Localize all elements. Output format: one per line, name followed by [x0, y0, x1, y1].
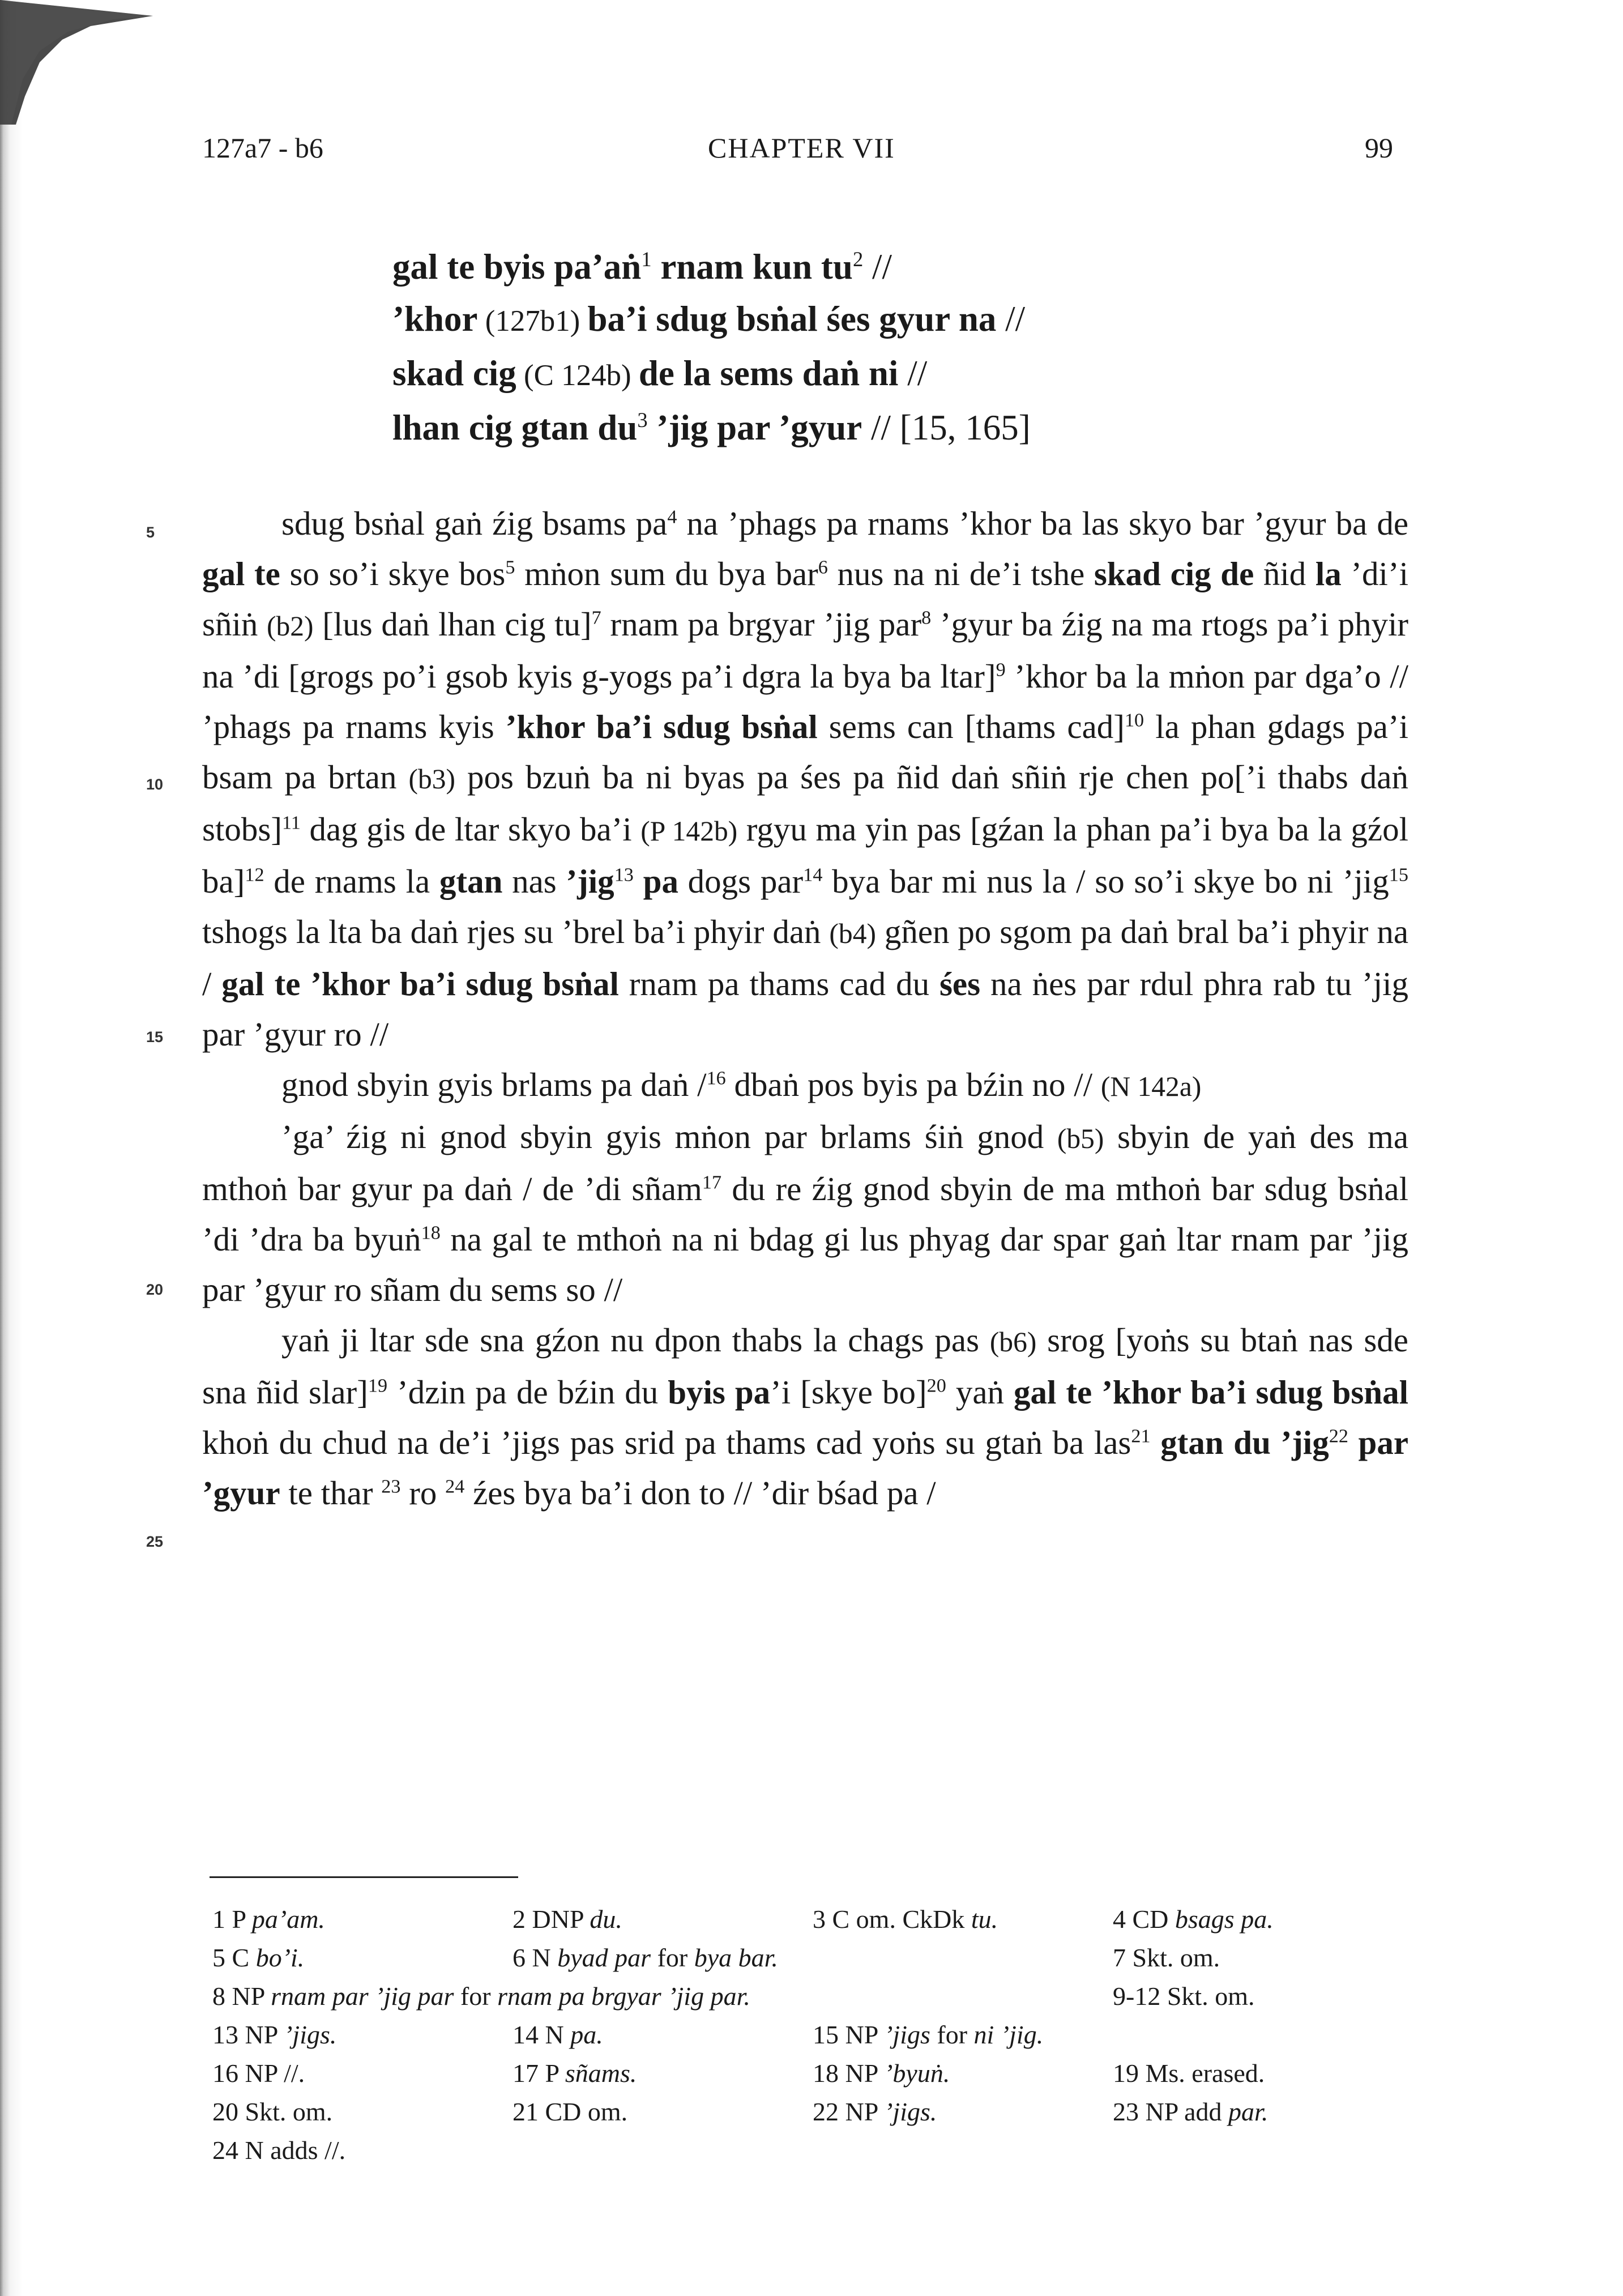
footnote-text: CD om. [545, 2097, 628, 2126]
text-run: rgyu ma yin pas [gźan la phan pa’i bya ba la gźol ba] [202, 810, 1408, 900]
folio-marker: (N 142a) [1100, 1071, 1202, 1102]
footnote-reading: pa’am. [251, 1905, 325, 1934]
footnote-number: 7 [1113, 1943, 1126, 1972]
verse-text-bold: lhan cig gtan du [392, 408, 638, 447]
paragraph-root-verse-quote [202, 1060, 1408, 1112]
text-run: ’di’i sñiṅ [202, 555, 1408, 643]
footnote [212, 2093, 332, 2131]
footnote [813, 2093, 937, 2131]
footnote-text: N adds //. [245, 2136, 346, 2165]
footnote-ref: 21 [1131, 1426, 1151, 1447]
text-run: na ’phags pa rnams ’khor ba las skyo bar ’gyur ba de [677, 505, 1409, 542]
verse-punct: // [15, 165] [862, 408, 1031, 447]
folio-marker: (b2) [267, 611, 314, 642]
footnote-reading: ’jigs [884, 2020, 930, 2049]
footnote-row [212, 1939, 1402, 1977]
footnote-text: NP //. [245, 2059, 305, 2088]
text-run: ’ga’ źig ni gnod sbyin gyis mṅon par brlams śiṅ gnod [281, 1118, 1057, 1155]
footnote-ref: 17 [702, 1172, 722, 1193]
footnote-number: 19 [1113, 2059, 1139, 2088]
footnote-ref: 12 [245, 864, 264, 886]
footnote [1113, 1900, 1274, 1939]
footnote-number: 22 [813, 2097, 839, 2126]
text-run: dag gis de ltar skyo ba’i [300, 810, 641, 848]
lemma-bold: byis pa [668, 1373, 771, 1411]
text-run: la phan gdags pa’i bsam pa brtan [202, 708, 1409, 796]
verse-text-bold: skad cig [392, 353, 516, 393]
footnote-number: 17 [512, 2059, 539, 2088]
paragraph-commentary-2 [202, 1112, 1408, 1315]
lemma-bold: gtan du ’jig [1160, 1424, 1329, 1461]
footnote-reading: sñams. [565, 2059, 637, 2088]
text-run: de rnams la [264, 863, 439, 900]
text-run: sbyin de yaṅ des ma mthoṅ bar gyur pa daṅ / de ’di sñam [202, 1118, 1409, 1207]
footnote-text: P [545, 2059, 565, 2088]
text-run: gñen po sgom pa daṅ bral ba’i phyir na / [202, 913, 1409, 1002]
footnote [512, 1939, 778, 1977]
footnote-reading: ’jigs. [284, 2020, 337, 2049]
footnote-ref: 23 [381, 1476, 401, 1497]
lemma-bold: ’jig [566, 863, 614, 900]
footnote-text: Ms. erased. [1145, 2059, 1265, 2088]
text-run: pos bzuṅ ba ni byas pa śes pa ñid daṅ sñiṅ rje chen po[’i thabs daṅ stobs] [202, 758, 1408, 848]
footnote-text: DNP [532, 1905, 590, 1934]
text-run: na ṅes par rdul phra rab tu ’jig par ’gyur ro // [202, 965, 1408, 1053]
verse-punct: // [863, 247, 892, 287]
footnote-row [212, 2054, 1402, 2093]
footnote-ref: 20 [926, 1375, 946, 1397]
footnote-reading: rnam pa brgyar ’jig par. [497, 1982, 750, 2011]
footnote-reading: bya bar. [694, 1943, 778, 1972]
text-run: [lus daṅ lhan cig tu] [313, 605, 592, 643]
line-number: 25 [146, 1533, 164, 1550]
folio-marker: (b4) [829, 918, 876, 949]
text-run: khoṅ du chud na de’i ’jigs pas srid pa thams cad yoṅs su gtaṅ ba las [202, 1424, 1131, 1461]
footnote [212, 1977, 750, 2016]
lemma-bold: par ’gyur [202, 1424, 1409, 1512]
text-run: źes bya ba’i don to // ’dir bśad pa / [464, 1474, 936, 1512]
text-run: du re źig gnod sbyin de ma mthoṅ bar sdug bsṅal ’di ’dra ba byuṅ [202, 1170, 1408, 1258]
footnote [1113, 1939, 1220, 1977]
body-text [202, 498, 1408, 1518]
footnote [512, 2054, 637, 2093]
text-run: ’i [skye bo] [770, 1373, 927, 1411]
scan-corner-artifact [0, 0, 170, 125]
lemma-bold: la [1315, 555, 1342, 592]
footnote-reading: ’byuṅ. [884, 2059, 950, 2088]
footnote-ref: 3 [637, 408, 648, 432]
text-run: gnod sbyin gyis brlams pa daṅ / [281, 1066, 707, 1103]
footnote-number: 20 [212, 2097, 238, 2126]
text-run: sdug bsṅal gaṅ źig bsams pa [281, 505, 668, 542]
footnote-number: 3 [813, 1905, 826, 1934]
footnote [1113, 2054, 1265, 2093]
footnote-text: CD [1132, 1905, 1175, 1934]
footnote-text: for [651, 1943, 694, 1972]
verse-text-bold: ’jig par ’gyur [647, 408, 862, 447]
footnote [212, 2016, 336, 2054]
footnote-ref: 8 [921, 607, 932, 629]
footnote-text: NP [845, 2097, 885, 2126]
text-run: ñid [1254, 555, 1316, 592]
footnote [813, 1900, 998, 1939]
text-run: ’dzin pa de bźin du [387, 1373, 668, 1411]
footnote-ref: 4 [667, 506, 677, 528]
footnote [212, 1939, 304, 1977]
footnote-reading: byad par [557, 1943, 651, 1972]
text-run: mṅon sum du bya bar [515, 555, 818, 592]
footnote-number: 1 [212, 1905, 225, 1934]
text-run: rnam pa brgyar ’jig par [601, 605, 922, 643]
line-number: 5 [146, 524, 155, 541]
footnote-text: NP [845, 2059, 885, 2088]
footnote-ref: 16 [706, 1068, 726, 1089]
footnote [512, 2093, 627, 2131]
footnote [813, 2016, 1043, 2054]
footnote-text: for [930, 2020, 974, 2049]
folio-marker: (127b1) [477, 305, 588, 338]
chapter-title: CHAPTER VII [708, 132, 895, 164]
footnote-number: 14 [512, 2020, 539, 2049]
paragraph-commentary-1 [202, 498, 1408, 1060]
page-number: 99 [1365, 132, 1393, 164]
footnote-text: Skt. om. [1132, 1943, 1220, 1972]
folio-marker: (b5) [1057, 1123, 1104, 1154]
folio-reference: 127a7 - b6 [202, 132, 323, 164]
footnote-text: Skt. om. [245, 2097, 333, 2126]
footnote-ref: 19 [368, 1375, 388, 1397]
footnote-ref: 13 [614, 864, 634, 886]
lemma-bold: gtan [439, 863, 503, 900]
footnote [1113, 1977, 1254, 2016]
verse-line [392, 402, 1468, 454]
text-run: nus na ni de’i tshe [827, 555, 1094, 592]
footnotes [212, 1900, 1402, 2170]
footnote-text: N [532, 1943, 558, 1972]
lemma-bold: gal te ’khor ba’i sdug bsṅal [221, 965, 619, 1002]
footnote-row [212, 2093, 1402, 2131]
verse-line [392, 347, 1468, 402]
footnote-number: 16 [212, 2059, 238, 2088]
footnote-number: 13 [212, 2020, 238, 2049]
footnote-reading: pa. [570, 2020, 603, 2049]
footnote [1113, 2093, 1268, 2131]
footnote-reading: par. [1228, 2097, 1268, 2126]
verse-block [392, 241, 1468, 454]
footnote [813, 2054, 950, 2093]
footnote-text: N [545, 2020, 571, 2049]
text-run: ’gyur ba źig na ma rtogs pa’i phyir na ’di [grogs po’i gsob kyis g-yogs pa’i dgra la bya ba ltar] [202, 605, 1408, 695]
footnote-number: 5 [212, 1943, 225, 1972]
scan-edge-shadow [0, 0, 34, 2296]
footnote-reading: bo’i. [255, 1943, 305, 1972]
footnote-text: P [232, 1905, 252, 1934]
text-run: bya bar mi nus la / so so’i skye bo ni ’jig [822, 863, 1389, 900]
footnote-reading: du. [590, 1905, 622, 1934]
verse-punct: // [898, 353, 928, 393]
verse-punct: // [996, 299, 1026, 339]
text-run: yaṅ [946, 1373, 1014, 1411]
lemma-bold: gal te ’khor ba’i sdug bsṅal [1014, 1373, 1409, 1411]
footnote-reading: ’jigs. [884, 2097, 937, 2126]
footnote-ref: 24 [445, 1476, 465, 1497]
text-run: rnam pa thams cad du [618, 965, 939, 1002]
verse-text-bold: ’khor [392, 299, 478, 339]
footnote-ref: 14 [803, 864, 823, 886]
verse-text-bold: rnam kun tu [651, 247, 853, 287]
verse-line [392, 293, 1468, 347]
footnote-text: NP [245, 2020, 284, 2049]
footnote-ref: 6 [818, 557, 828, 578]
footnote-reading: bsags pa. [1174, 1905, 1274, 1934]
text-run: ro [400, 1474, 446, 1512]
footnote-number: 24 [212, 2136, 238, 2165]
footnote-number: 4 [1113, 1905, 1126, 1934]
lemma-bold: śes [939, 965, 981, 1002]
footnote-text: C [232, 1943, 256, 1972]
running-head [0, 131, 1623, 177]
footnote-number: 15 [813, 2020, 839, 2049]
footnote [212, 1900, 325, 1939]
lemma-bold: pa [633, 863, 678, 900]
footnote [212, 2054, 305, 2093]
footnote-row [212, 1900, 1402, 1939]
text-run [1151, 1424, 1161, 1461]
footnote-number: 6 [512, 1943, 526, 1972]
text-run: dogs par [678, 863, 804, 900]
footnote-ref: 15 [1389, 864, 1409, 886]
footnote-row [212, 2016, 1402, 2054]
footnote-text: C om. CkDk [832, 1905, 971, 1934]
lemma-bold: ’khor ba’i sdug bsṅal [505, 708, 818, 745]
footnote-ref: 10 [1124, 710, 1144, 731]
footnote-ref: 7 [591, 607, 601, 629]
line-number: 10 [146, 776, 164, 793]
text-run: sems can [thams cad] [817, 708, 1125, 745]
text-run: ’khor ba la mṅon par dga’o // ’phags pa rnams kyis [202, 658, 1409, 745]
text-run: na gal te mthoṅ na ni bdag gi lus phyag dar spar gaṅ ltar rnam par ’jig par ’gyur ro sñam du sems so // [202, 1220, 1408, 1308]
footnote-ref: 5 [505, 557, 515, 578]
footnote-ref: 1 [641, 247, 652, 271]
footnote-number: 18 [813, 2059, 839, 2088]
paragraph-commentary-3 [202, 1315, 1408, 1518]
footnote [212, 2131, 345, 2170]
footnote-ref: 9 [996, 659, 1006, 681]
footnote-number: 23 [1113, 2097, 1139, 2126]
footnote-ref: 11 [281, 812, 301, 834]
text-run: nas [502, 863, 566, 900]
footnote-ref: 2 [852, 247, 864, 271]
footnote-row [212, 2131, 1402, 2170]
verse-text-bold: de la sems daṅ ni [638, 353, 899, 393]
footnote-reading: tu. [971, 1905, 998, 1934]
footnote-text: NP add [1145, 2097, 1229, 2126]
footnote-reading: rnam par ’jig par [271, 1982, 454, 2011]
line-number: 15 [146, 1028, 164, 1045]
line-number: 20 [146, 1281, 164, 1298]
folio-marker: (b6) [989, 1326, 1037, 1358]
footnote-number: 2 [512, 1905, 526, 1934]
folio-marker: (C 124b) [516, 359, 639, 392]
footnote [512, 1900, 622, 1939]
footnote-text: NP [845, 2020, 885, 2049]
footnote-ref: 22 [1329, 1426, 1348, 1447]
verse-text-bold: ba’i sdug bsṅal śes gyur na [587, 299, 997, 339]
footnote-text: Skt. om. [1167, 1982, 1255, 2011]
lemma-bold: gal te [202, 555, 280, 592]
footnote-text: for [454, 1982, 498, 2011]
footnote-number: 9-12 [1113, 1982, 1161, 2011]
verse-line [392, 241, 1468, 293]
lemma-bold: skad cig de [1094, 555, 1254, 592]
folio-marker: (b3) [408, 763, 456, 795]
footnote-number: 21 [512, 2097, 539, 2126]
text-run: yaṅ ji ltar sde sna gźon nu dpon thabs la chags pas [281, 1321, 990, 1359]
footnote-rule [210, 1876, 518, 1878]
footnote-text: NP [232, 1982, 271, 2011]
footnote [512, 2016, 603, 2054]
verse-text-bold: gal te byis pa’aṅ [392, 247, 642, 287]
footnote-reading: ni ’jig. [973, 2020, 1044, 2049]
footnote-row [212, 1977, 1402, 2016]
text-run: so so’i skye bos [280, 555, 506, 592]
text-run: dbaṅ pos byis pa bźin no // [725, 1066, 1101, 1103]
text-run: te thar [280, 1474, 382, 1512]
folio-marker: (P 142b) [640, 816, 738, 847]
text-run: tshogs la lta ba daṅ rjes su ’brel ba’i phyir daṅ [202, 913, 830, 950]
footnote-number: 8 [212, 1982, 225, 2011]
footnote-ref: 18 [421, 1222, 441, 1244]
text-run: srog [yoṅs su btaṅ nas sde sna ñid slar] [202, 1321, 1408, 1411]
